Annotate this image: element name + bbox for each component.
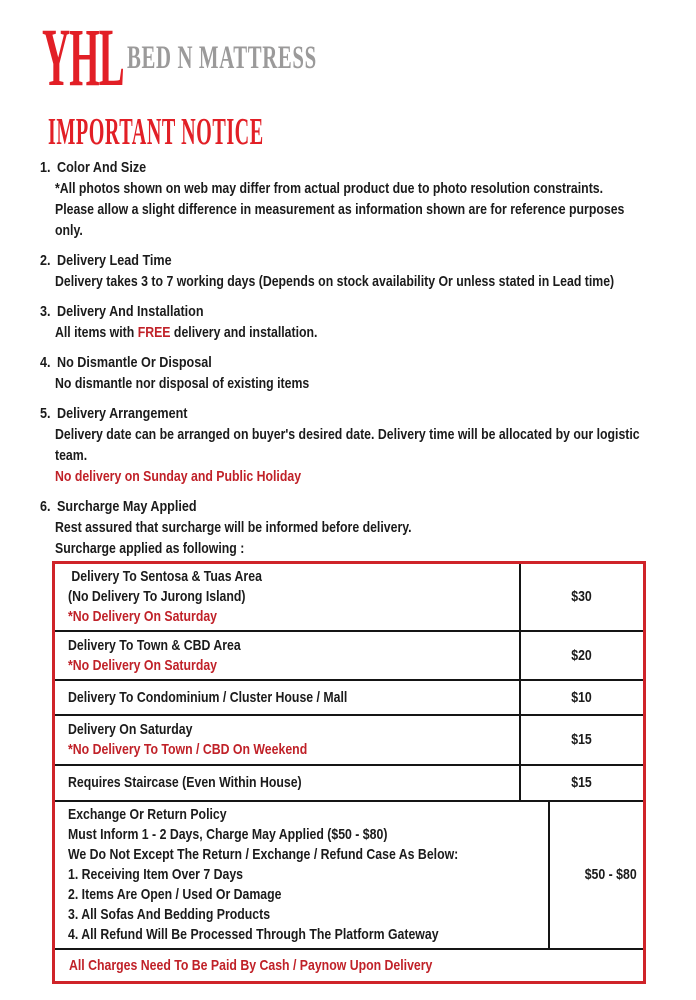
- text-segment: Delivery takes 3 to 7 working days (Depends on stock availability Or unless stated in Lead time): [55, 273, 615, 290]
- surcharge-line: [68, 925, 544, 945]
- surcharge-line: [68, 607, 515, 627]
- notice-item-heading: [40, 250, 660, 271]
- notice-item-body: [55, 322, 660, 343]
- surcharge-price-cell: [519, 564, 643, 630]
- notice-line: [55, 178, 660, 199]
- surcharge-line: [68, 845, 544, 865]
- text-segment: 4. All Refund Will Be Processed Through The Platform Gateway: [68, 926, 439, 943]
- notice-line-text: [55, 220, 83, 241]
- notice-item-body: [55, 517, 660, 559]
- notice-line: [55, 538, 660, 559]
- notice-line-text: [55, 466, 301, 487]
- text-segment: Surcharge applied as following :: [55, 540, 245, 557]
- notice-line: [55, 199, 660, 220]
- surcharge-line-text: [68, 773, 302, 793]
- text-segment: Rest assured that surcharge will be informed before delivery.: [55, 519, 412, 536]
- notice-item-heading: [40, 403, 660, 424]
- notice-item-number: 5.: [40, 405, 51, 422]
- notice-item: [40, 403, 660, 487]
- red-text-segment: *No Delivery To Town / CBD On Weekend: [68, 741, 308, 758]
- notice-line: [55, 373, 660, 394]
- notice-item-title: Delivery And Installation: [57, 303, 204, 320]
- notice-line-text: [55, 199, 624, 220]
- brand-logo-subtext: BED N MATTRESS: [127, 40, 317, 76]
- surcharge-price-cell: [519, 681, 643, 714]
- table-row: [55, 714, 643, 764]
- notice-item: [40, 301, 660, 343]
- notice-line-text: [55, 178, 603, 199]
- brand-logo-text: YHL: [42, 11, 124, 103]
- text-segment: (No Delivery To Jurong Island): [68, 588, 246, 605]
- surcharge-line-text: [68, 607, 217, 627]
- notice-item-number: 4.: [40, 354, 51, 371]
- surcharge-line: [68, 865, 544, 885]
- table-row: [55, 564, 643, 630]
- surcharge-price: $15: [571, 774, 593, 791]
- notice-item: [40, 496, 660, 559]
- surcharge-line: [68, 587, 515, 607]
- surcharge-line: [68, 720, 515, 740]
- page-title: IMPORTANT NOTICE: [48, 111, 264, 153]
- surcharge-price-cell: [519, 766, 643, 800]
- surcharge-description-cell: [55, 716, 519, 764]
- red-text-segment: *No Delivery On Saturday: [68, 608, 218, 625]
- text-segment: Delivery To Sentosa & Tuas Area: [68, 568, 262, 585]
- notice-line: [55, 220, 660, 241]
- surcharge-line: [68, 567, 515, 587]
- notice-item-heading: [40, 301, 660, 322]
- surcharge-line-text: [68, 865, 243, 885]
- notice-item-body: [55, 178, 660, 241]
- red-text-segment: FREE: [137, 324, 171, 341]
- notice-item-body: [55, 424, 660, 487]
- table-row: [55, 800, 643, 948]
- text-segment: Delivery To Town & CBD Area: [68, 636, 241, 654]
- text-segment: Please allow a slight difference in measurement as information shown are for reference purposes: [55, 201, 625, 218]
- surcharge-line-text: [68, 885, 282, 905]
- notice-line: [55, 322, 660, 343]
- text-segment: team.: [55, 447, 88, 464]
- surcharge-line: [68, 636, 515, 656]
- text-segment: Must Inform 1 - 2 Days, Charge May Applied ($50 - $80): [68, 826, 388, 843]
- notice-item-body: [55, 373, 660, 394]
- text-segment: Exchange Or Return Policy: [68, 806, 227, 823]
- notice-item-number: 3.: [40, 303, 51, 320]
- text-segment: 2. Items Are Open / Used Or Damage: [68, 886, 282, 903]
- notice-line-text: [55, 271, 614, 292]
- notice-line-text: [55, 424, 640, 445]
- notice-item-number: 6.: [40, 498, 51, 515]
- notice-list: [40, 157, 660, 568]
- notice-item-number: 1.: [40, 159, 51, 176]
- notice-item-title: No Dismantle Or Disposal: [57, 354, 212, 371]
- notice-item-heading: [40, 496, 660, 517]
- surcharge-line-text: [68, 688, 347, 708]
- table-row: [55, 764, 643, 800]
- surcharge-price-cell: [548, 802, 672, 948]
- text-segment: Delivery date can be arranged on buyer's desired date. Delivery time will be allocated by our logistic: [55, 426, 640, 443]
- red-text-segment: *No Delivery On Saturday: [68, 656, 218, 674]
- table-row: [55, 630, 643, 679]
- text-segment: 3. All Sofas And Bedding Products: [68, 906, 271, 923]
- surcharge-line-text: [68, 825, 387, 845]
- text-segment: No dismantle nor disposal of existing items: [55, 375, 310, 392]
- notice-item-title: Surcharge May Applied: [57, 498, 197, 515]
- table-footer-row: [55, 948, 643, 981]
- surcharge-line: [68, 905, 544, 925]
- brand-logo: [42, 11, 342, 103]
- surcharge-price: $15: [571, 731, 593, 748]
- surcharge-description-cell: [55, 802, 548, 948]
- notice-item: [40, 352, 660, 394]
- notice-item: [40, 157, 660, 241]
- notice-line: [55, 271, 660, 292]
- notice-line-text: [55, 445, 87, 466]
- text-segment: All items with: [55, 324, 138, 341]
- surcharge-description-cell: [55, 681, 519, 714]
- surcharge-line-text: [68, 845, 458, 865]
- text-segment: Requires Staircase (Even Within House): [68, 774, 302, 791]
- text-segment: Delivery On Saturday: [68, 721, 193, 738]
- surcharge-description-cell: [55, 632, 519, 679]
- surcharge-line-text: [68, 805, 227, 825]
- surcharge-line-text: [68, 656, 217, 676]
- notice-item-body: [55, 271, 660, 292]
- notice-item-heading: [40, 352, 660, 373]
- notice-item: [40, 250, 660, 292]
- surcharge-price-cell: [519, 716, 643, 764]
- notice-line: [55, 466, 660, 487]
- table-row: [55, 679, 643, 714]
- surcharge-line-text: [68, 925, 439, 945]
- notice-item-number: 2.: [40, 252, 51, 269]
- surcharge-line-text: [68, 720, 192, 740]
- text-segment: We Do Not Except The Return / Exchange / Refund Case As Below:: [68, 846, 459, 863]
- text-segment: *All photos shown on web may differ from actual product due to photo resolution constraints.: [55, 180, 604, 197]
- notice-line: [55, 424, 660, 445]
- surcharge-line: [68, 773, 515, 793]
- surcharge-line: [68, 805, 544, 825]
- surcharge-line: [68, 885, 544, 905]
- surcharge-line: [68, 656, 515, 676]
- text-segment: only.: [55, 222, 83, 239]
- notice-line-text: [55, 322, 317, 343]
- surcharge-description-cell: [55, 766, 519, 800]
- notice-line: [55, 445, 660, 466]
- surcharge-price: $10: [571, 688, 593, 706]
- surcharge-line-text: [68, 567, 262, 587]
- surcharge-line-text: [68, 587, 245, 607]
- notice-item-title: Delivery Arrangement: [57, 405, 188, 422]
- surcharge-line: [68, 688, 515, 708]
- surcharge-line-text: [68, 905, 270, 925]
- table-footer-text: All Charges Need To Be Paid By Cash / Paynow Upon Delivery: [69, 956, 433, 974]
- notice-item-title: Color And Size: [57, 159, 147, 176]
- text-segment: Delivery To Condominium / Cluster House / Mall: [68, 688, 348, 706]
- surcharge-line: [68, 740, 515, 760]
- notice-line-text: [55, 538, 244, 559]
- surcharge-table: [52, 561, 646, 984]
- red-text-segment: No delivery on Sunday and Public Holiday: [55, 468, 302, 485]
- notice-line-text: [55, 517, 412, 538]
- notice-item-heading: [40, 157, 660, 178]
- surcharge-price: $50 - $80: [584, 866, 637, 883]
- surcharge-description-cell: [55, 564, 519, 630]
- text-segment: delivery and installation.: [170, 324, 318, 341]
- surcharge-line-text: [68, 740, 307, 760]
- surcharge-line: [68, 825, 544, 845]
- surcharge-price: $20: [571, 646, 593, 664]
- notice-line-text: [55, 373, 309, 394]
- surcharge-line-text: [68, 636, 241, 656]
- notice-item-title: Delivery Lead Time: [57, 252, 172, 269]
- surcharge-price-cell: [519, 632, 643, 679]
- notice-line: [55, 517, 660, 538]
- text-segment: 1. Receiving Item Over 7 Days: [68, 866, 244, 883]
- surcharge-price: $30: [571, 588, 593, 605]
